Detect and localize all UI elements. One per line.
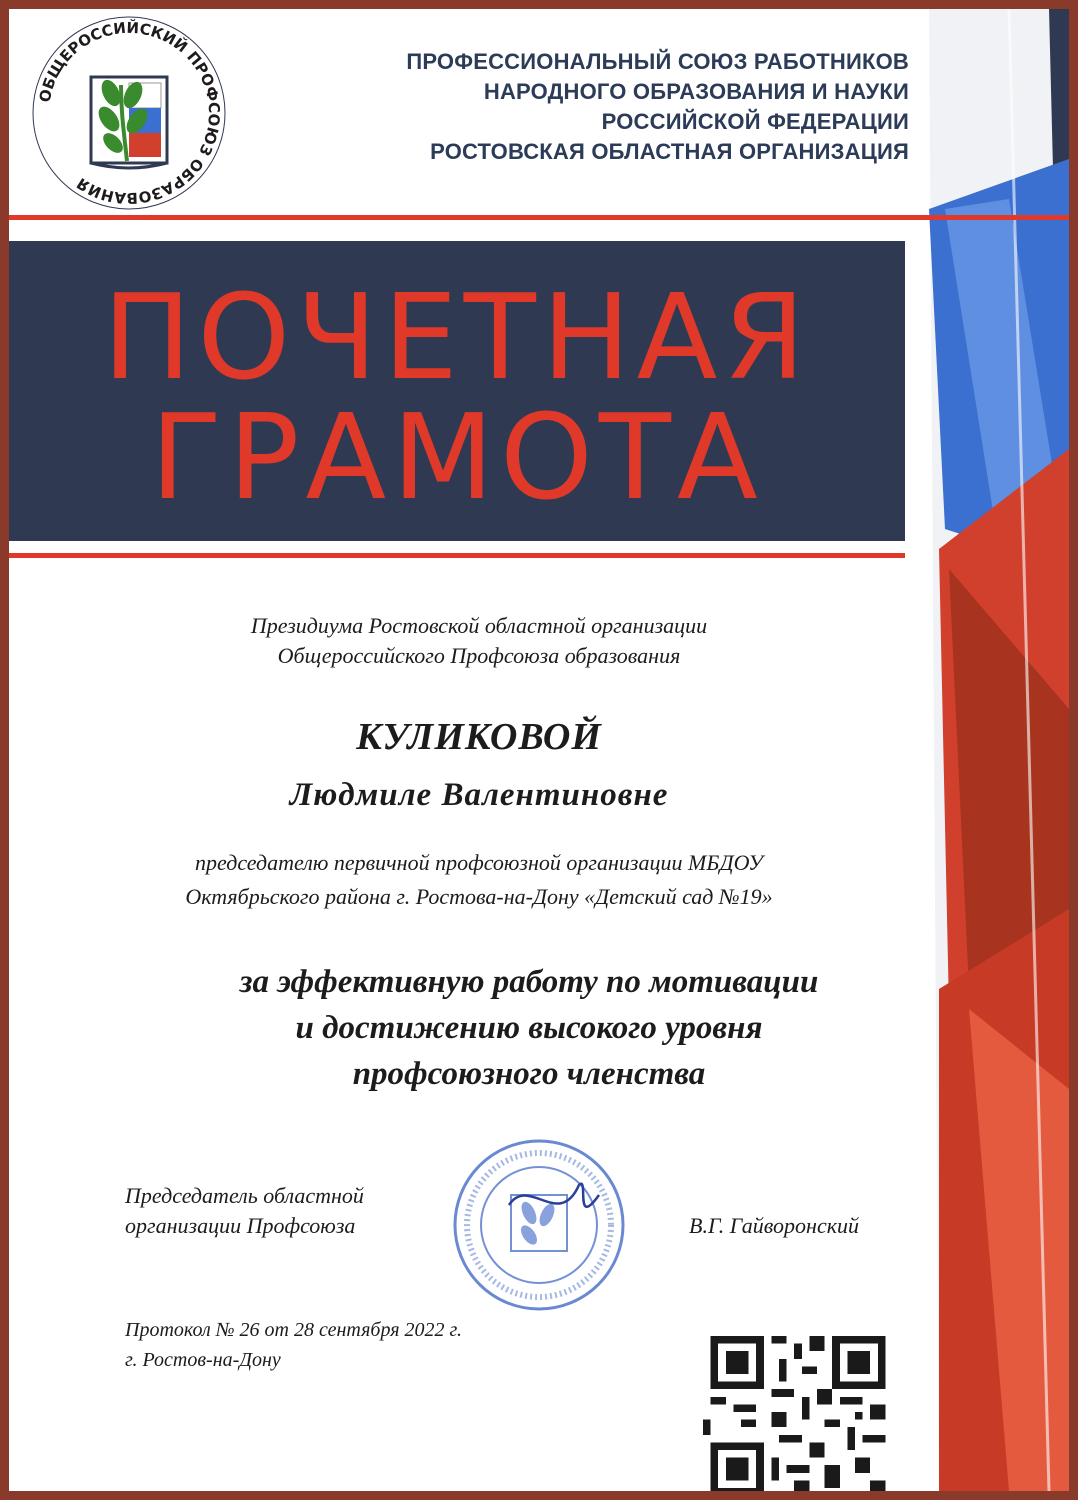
organization-header — [349, 47, 909, 167]
protocol — [125, 1315, 462, 1375]
chair-title — [125, 1181, 364, 1241]
logo-ring-text: ОБЩЕРОССИЙСКИЙ ПРОФСОЮЗ ОБРАЗОВАНИЯ — [35, 18, 224, 208]
presidium-line-1: Президиума Ростовской областной организации — [250, 613, 708, 638]
qr-code-icon — [703, 1327, 893, 1491]
chair-line-2: организации Профсоюза — [125, 1213, 356, 1238]
presidium-line-2: Общероссийского Профсоюза образования — [277, 643, 681, 668]
title-banner — [9, 241, 905, 541]
organization-line-1: ПРОФЕССИОНАЛЬНЫЙ СОЮЗ РАБОТНИКОВ — [406, 49, 909, 74]
position-line-2: Октябрьского района г. Ростова-на-Дону «Детский сад №19» — [185, 884, 773, 909]
recipient-given-name: Людмиле Валентиновне — [289, 777, 669, 813]
protocol-line-1: Протокол № 26 от 28 сентября 2022 г. — [125, 1319, 463, 1341]
bottom-red-rule — [9, 553, 905, 558]
signer-name: В.Г. Гайворонский — [689, 1213, 859, 1238]
reason-line-3: профсоюзного членства — [352, 1056, 706, 1092]
protocol-line-2: г. Ростов-на-Дону — [125, 1349, 281, 1371]
organization-line-4: РОСТОВСКАЯ ОБЛАСТНАЯ ОРГАНИЗАЦИЯ — [430, 139, 909, 164]
position-line-1: председателю первичной профсоюзной организации МБДОУ — [194, 850, 763, 875]
recipient-surname: КУЛИКОВОЙ — [356, 716, 602, 758]
organization-line-3: РОССИЙСКОЙ ФЕДЕРАЦИИ — [601, 109, 909, 134]
title-line-2: ГРАМОТА — [150, 388, 764, 526]
organization-line-2: НАРОДНОГО ОБРАЗОВАНИЯ И НАУКИ — [483, 79, 909, 104]
top-red-rule — [9, 215, 1069, 220]
trade-union-logo-icon — [29, 13, 229, 213]
title-line-1: ПОЧЕТНАЯ — [102, 268, 812, 406]
reason-line-1: за эффективную работу по мотивации — [239, 964, 819, 1000]
official-stamp-icon — [449, 1135, 629, 1315]
reason-line-2: и достижению высокого уровня — [295, 1010, 763, 1046]
chair-line-1: Председатель областной — [125, 1183, 364, 1208]
certificate — [9, 9, 1069, 1491]
